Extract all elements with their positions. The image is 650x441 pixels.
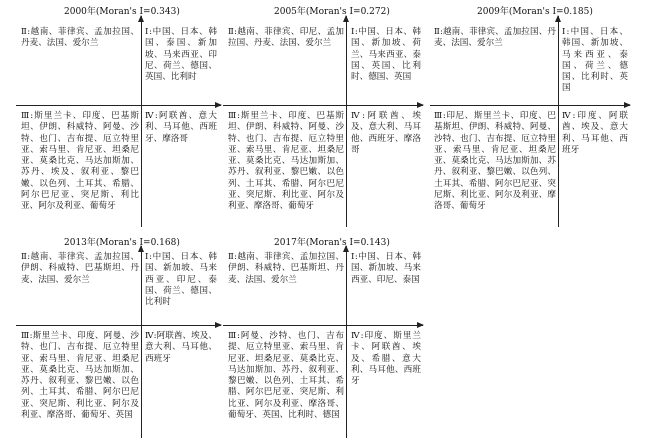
quadrant-1-hh: Ⅰ:中国、日本、韩国、新加坡、马来西亚、泰国、荷兰、德国、比利时、英国 xyxy=(562,27,628,94)
panel-title: 2017年(Moran's I=0.143) xyxy=(274,238,390,248)
quadrant-3-ll: Ⅲ:阿曼、沙特、也门、吉布提、厄立特里亚、索马里、肯尼亚、坦桑尼亚、莫桑比克、马达加斯加、苏丹、叙利亚、黎巴嫩、以色列、土耳其、希腊、阿尔巴尼亚、突尼斯、利比亚、阿尔及利亚、摩洛哥、葡萄牙、英国、比利时、德国 xyxy=(228,331,344,421)
quadrant-4-lh: Ⅳ:印度、斯里兰卡、阿联酋、埃及、希腊、意大利、马耳他、西班牙 xyxy=(351,331,421,387)
panel-title: 2005年(Moran's I=0.272) xyxy=(274,7,390,17)
quadrant-1-hh: Ⅰ:中国、日本、韩国、泰国、新加坡、马来西亚、印尼、荷兰、德国、英国、比利时 xyxy=(145,27,217,83)
quadrant-3-ll: Ⅲ:印尼、斯里兰卡、印度、巴基斯坦、伊朗、科威特、阿曼、沙特、也门、吉布提、厄立特里亚、索马里、肯尼亚、坦桑尼亚、莫桑比克、马达加斯加、苏丹、叙利亚、黎巴嫩、以色列、土耳其、希腊、阿尔巴尼亚、突尼斯、利比亚、阿尔及利亚、摩洛哥、葡萄牙 xyxy=(434,111,556,212)
panel-title: 2009年(Moran's I=0.185) xyxy=(477,7,593,17)
quadrant-2-hl: Ⅱ:越南、菲律宾、孟加拉国、伊朗、科威特、巴基斯坦、丹麦、法国、爱尔兰 xyxy=(21,252,139,285)
quadrant-4-lh: Ⅳ:阿联酋、意大利、马耳他、西班牙、摩洛哥 xyxy=(145,111,217,144)
horizontal-axis xyxy=(430,105,630,106)
quadrant-2-hl: Ⅱ:越南、菲律宾、印尼、孟加拉国、丹麦、法国、爱尔兰 xyxy=(228,27,344,49)
panel-title: 2013年(Moran's I=0.168) xyxy=(64,238,180,248)
panel-title: 2000年(Moran's I=0.343) xyxy=(64,7,180,17)
quadrant-2-hl: Ⅱ:越南、菲律宾、孟加拉国、丹麦、法国、爱尔兰 xyxy=(21,27,139,49)
vertical-axis xyxy=(141,16,142,227)
horizontal-axis xyxy=(223,105,423,106)
quadrant-3-ll: Ⅲ:斯里兰卡、印度、阿曼、沙特、也门、吉布提、厄立特里亚、索马里、肯尼亚、坦桑尼亚、莫桑比克、马达加斯加、苏丹、叙利亚、黎巴嫩、以色列、土耳其、希腊、阿尔巴尼亚、突尼斯、利比亚、阿尔及利亚、摩洛哥、葡萄牙、英国 xyxy=(21,331,139,421)
quadrant-4-lh: Ⅳ:印度、阿联酋、埃及、意大利、马耳他、西班牙 xyxy=(562,111,628,155)
quadrant-4-lh: Ⅳ:阿联酋、埃及、意大利、马耳他、西班牙 xyxy=(145,331,217,364)
quadrant-1-hh: Ⅰ:中国、日本、韩国、新加坡、荷兰、马来西亚、泰国、英国、比利时、德国、英国 xyxy=(351,27,421,83)
quadrant-1-hh: Ⅰ:中国、日本、韩国、新加坡、马来西亚、印尼、泰国 xyxy=(351,252,421,285)
quadrant-4-lh: Ⅳ:阿联酋、埃及、意大利、马耳他、西班牙、摩洛哥 xyxy=(351,111,421,155)
vertical-axis xyxy=(346,246,347,438)
quadrant-1-hh: Ⅰ:中国、日本、韩国、新加坡、马来西亚、印尼、泰国、荷兰、德国、比利时 xyxy=(145,252,217,308)
vertical-axis xyxy=(141,246,142,438)
quadrant-2-hl: Ⅱ:越南、菲律宾、孟加拉国、伊朗、科威特、巴基斯坦、丹麦、法国、爱尔兰 xyxy=(228,252,344,285)
vertical-axis xyxy=(558,16,559,227)
vertical-axis xyxy=(346,16,347,227)
horizontal-axis xyxy=(223,325,423,326)
horizontal-axis xyxy=(16,105,221,106)
horizontal-axis xyxy=(16,325,221,326)
quadrant-2-hl: Ⅱ:越南、菲律宾、孟加拉国、丹麦、法国、爱尔兰 xyxy=(434,27,556,49)
quadrant-3-ll: Ⅲ:斯里兰卡、印度、巴基斯坦、伊朗、科威特、阿曼、沙特、也门、吉布提、厄立特里亚、索马里、肯尼亚、坦桑尼亚、莫桑比克、马达加斯加、苏丹、埃及、叙利亚、黎巴嫩、以色列、土耳其、希腊、阿尔巴尼亚、突尼斯、利比亚、阿尔及利亚、葡萄牙 xyxy=(21,111,139,212)
quadrant-3-ll: Ⅲ:斯里兰卡、印度、巴基斯坦、伊朗、科威特、阿曼、沙特、也门、吉布提、厄立特里亚、索马里、肯尼亚、坦桑尼亚、莫桑比克、马达加斯加、苏丹、叙利亚、黎巴嫩、以色列、土耳其、希腊、阿尔巴尼亚、突尼斯、利比亚、阿尔及利亚、摩洛哥、葡萄牙 xyxy=(228,111,344,212)
